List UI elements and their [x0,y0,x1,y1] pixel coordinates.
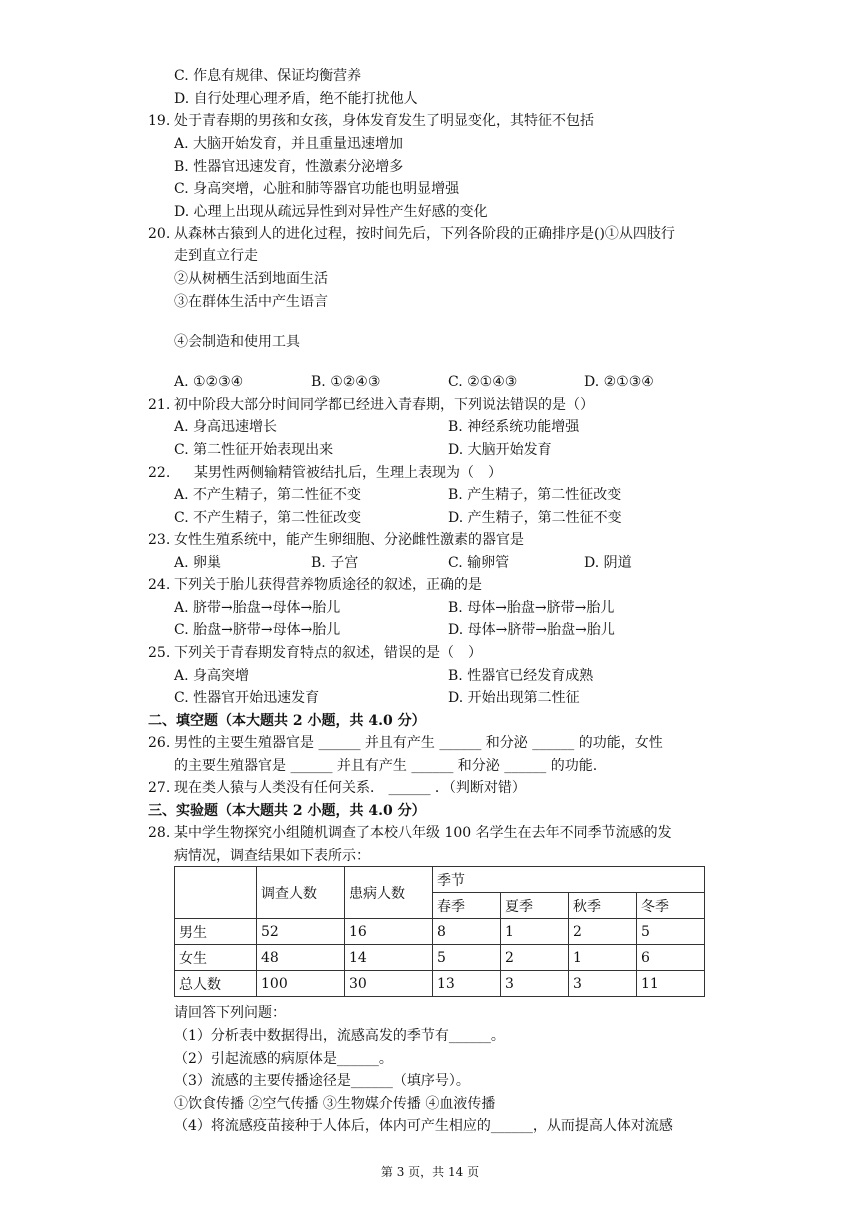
q20-option-c: C. ②①④③ [448,374,518,390]
table-corner-cell [175,867,257,919]
table-row [175,919,705,945]
q22-option-b: B. 产生精子，第二性征改变 [448,487,622,503]
q21-option-a: A. 身高迅速增长 [174,419,278,435]
cell-summer: 1 [501,919,569,945]
row-label: 男生 [175,919,257,945]
q22-option-a: A. 不产生精子，第二性征不变 [174,487,362,503]
q26-line2: 的主要生殖器官是 ______ 并且有产生 ______ 和分泌 ______ 的功能. [174,758,598,774]
q26-number: 26. [148,735,171,751]
q27-stem: 现在类人猿与人类没有任何关系． ______ ．（判断对错） [174,780,526,796]
q20-stem-line1: 从森林古猿到人的进化过程，按时间先后，下列各阶段的正确排序是()①从四肢行 [174,226,675,242]
q22-stem: 某男性两侧输精管被结扎后，生理上表现为（ ） [194,465,502,481]
q21-option-c: C. 第二性征开始表现出来 [174,442,334,458]
q28-part1: （1）分析表中数据得出，流感高发的季节有______。 [174,1028,505,1044]
q28-part3-options: ①饮食传播 ②空气传播 ③生物媒介传播 ④血液传播 [174,1096,496,1112]
q19-number: 19. [148,113,171,129]
cell-spring: 5 [433,945,501,971]
cell-winter: 11 [637,971,705,997]
row-label: 总人数 [175,971,257,997]
header-autumn: 秋季 [569,893,637,919]
q25-option-d: D. 开始出现第二性征 [448,690,580,706]
q25-option-c: C. 性器官开始迅速发育 [174,690,320,706]
q24-number: 24. [148,577,171,593]
q22-number: 22. [148,465,171,481]
q21-option-b: B. 神经系统功能增强 [448,419,580,435]
row-label: 女生 [175,945,257,971]
q28-part3: （3）流感的主要传播途径是______（填序号）。 [174,1073,470,1089]
q23-stem: 女性生殖系统中，能产生卵细胞、分泌雌性激素的器官是 [174,532,524,548]
q22-option-d: D. 产生精子，第二性征不变 [448,510,622,526]
cell-autumn: 3 [569,971,637,997]
cell-summer: 2 [501,945,569,971]
q20-option-a: A. ①②③④ [174,374,244,390]
section-fill-in-heading: 二、填空题（本大题共 2 小题，共 4.0 分） [148,713,426,729]
cell-winter: 5 [637,919,705,945]
q25-option-b: B. 性器官已经发育成熟 [448,668,594,684]
page-number-footer: 第 3 页，共 14 页 [380,1165,480,1179]
q22-option-c: C. 不产生精子，第二性征改变 [174,510,362,526]
q28-part2: （2）引起流感的病原体是______。 [174,1051,393,1067]
q24-option-b: B. 母体→胎盘→脐带→胎儿 [448,600,615,616]
table-row [175,945,705,971]
q20-option-b: B. ①②④③ [311,374,381,390]
q23-option-a: A. 卵巢 [174,555,222,571]
cell-summer: 3 [501,971,569,997]
q23-option-c: C. 输卵管 [448,555,510,571]
cell-sick: 14 [345,945,433,971]
q19-option-b: B. 性器官迅速发育，性激素分泌增多 [174,159,404,175]
cell-survey: 100 [257,971,345,997]
q20-number: 20. [148,226,171,242]
header-season: 季节 [433,867,705,893]
q21-stem: 初中阶段大部分时间同学都已经进入青春期，下列说法错误的是（） [174,397,594,413]
q21-option-d: D. 大脑开始发育 [448,442,552,458]
q25-number: 25. [148,645,171,661]
q28-prompt: 请回答下列问题： [174,1005,286,1021]
cell-autumn: 2 [569,919,637,945]
q20-stage-3: ③在群体生活中产生语言 [174,294,328,310]
q19-option-c: C. 身高突增，心脏和肺等器官功能也明显增强 [174,181,460,197]
q23-option-d: D. 阴道 [584,555,632,571]
q20-stage-4: ④会制造和使用工具 [174,334,300,350]
q28-number: 28. [148,825,171,841]
q27-number: 27. [148,780,171,796]
q25-stem: 下列关于青春期发育特点的叙述，错误的是（ ） [174,645,482,661]
header-summer: 夏季 [501,893,569,919]
cell-autumn: 1 [569,945,637,971]
q25-option-a: A. 身高突增 [174,668,250,684]
q23-number: 23. [148,532,171,548]
cell-spring: 8 [433,919,501,945]
q18-option-d: D. 自行处理心理矛盾，绝不能打扰他人 [174,91,418,107]
q19-stem: 处于青春期的男孩和女孩，身体发育发生了明显变化，其特征不包括 [174,113,594,129]
q18-option-c: C. 作息有规律、保证均衡营养 [174,68,362,84]
q24-option-c: C. 胎盘→脐带→母体→胎儿 [174,622,341,638]
q19-option-d: D. 心理上出现从疏远异性到对异性产生好感的变化 [174,204,488,220]
q26-line1: 男性的主要生殖器官是 ______ 并且有产生 ______ 和分泌 ______ 的功能，女性 [174,735,663,751]
flu-survey-table [174,866,705,997]
q28-part4: （4）将流感疫苗接种于人体后，体内可产生相应的______，从而提高人体对流感 [174,1118,673,1134]
cell-spring: 13 [433,971,501,997]
q20-option-d: D. ②①③④ [584,374,654,390]
q19-option-a: A. 大脑开始发育，并且重量迅速增加 [174,136,404,152]
q20-stage-2: ②从树栖生活到地面生活 [174,271,328,287]
cell-sick: 16 [345,919,433,945]
q28-line1: 某中学生物探究小组随机调查了本校八年级 100 名学生在去年不同季节流感的发 [174,825,672,841]
cell-survey: 48 [257,945,345,971]
table-row [175,971,705,997]
section-experiment-heading: 三、实验题（本大题共 2 小题，共 4.0 分） [148,803,426,819]
q20-stem-line2: 走到直立行走 [174,248,258,264]
q21-number: 21. [148,397,171,413]
q28-line2: 病情况，调查结果如下表所示： [174,848,370,864]
cell-survey: 52 [257,919,345,945]
q23-option-b: B. 子宫 [311,555,359,571]
cell-winter: 6 [637,945,705,971]
q24-stem: 下列关于胎儿获得营养物质途径的叙述，正确的是 [174,577,482,593]
header-sick-count: 患病人数 [345,867,433,919]
q24-option-d: D. 母体→脐带→胎盘→胎儿 [448,622,615,638]
header-spring: 春季 [433,893,501,919]
cell-sick: 30 [345,971,433,997]
q24-option-a: A. 脐带→胎盘→母体→胎儿 [174,600,341,616]
header-survey-count: 调查人数 [257,867,345,919]
header-winter: 冬季 [637,893,705,919]
table-header-row [175,867,705,893]
